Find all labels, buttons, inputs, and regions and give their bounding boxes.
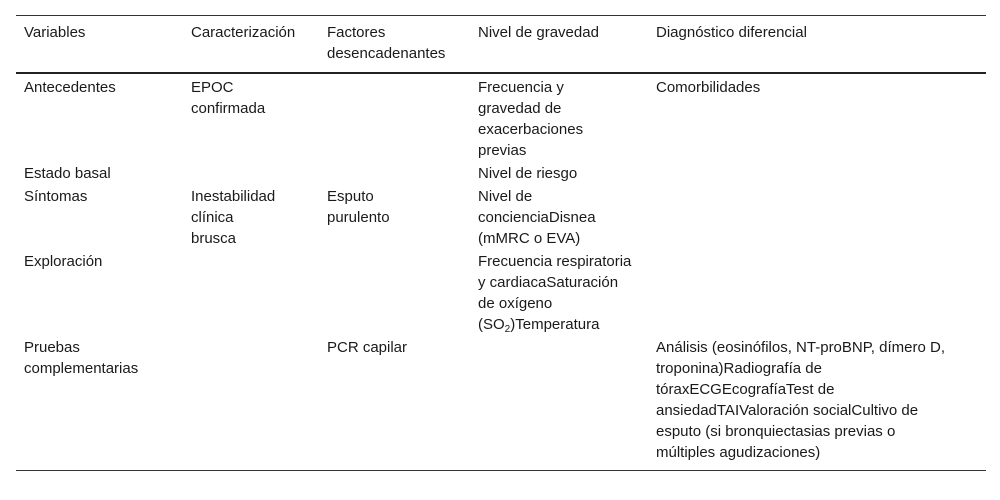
cell-caracterizacion: [183, 161, 319, 184]
cell-variable: Síntomas: [24, 188, 88, 205]
cell-factores: Esputo purulento: [327, 188, 390, 226]
table-row: [16, 335, 986, 471]
cell-factores: [319, 249, 470, 335]
header-diagnostico: Diagnóstico diferencial: [656, 24, 807, 41]
header-factores: Factores desencadenantes: [327, 24, 446, 62]
table-row: [16, 73, 986, 161]
cell-diagnostico: [648, 184, 986, 249]
cell-variable: Estado basal: [24, 165, 111, 182]
cell-caracterizacion: EPOC confirmada: [191, 79, 266, 117]
cell-factores: [319, 73, 470, 161]
subscript-2: 2: [504, 324, 511, 335]
cell-variable: Pruebas complementarias: [24, 339, 139, 377]
header-row: [16, 16, 986, 74]
table-header: [16, 16, 986, 74]
header-variables: Variables: [24, 24, 86, 41]
cell-diagnostico: [648, 249, 986, 335]
cell-caracterizacion: [183, 335, 319, 471]
clinical-variables-table: [16, 15, 986, 471]
cell-caracterizacion: Inestabilidad clínica brusca: [191, 188, 276, 247]
cell-variable: Exploración: [24, 253, 103, 270]
table-body: [16, 73, 986, 471]
header-gravedad: Nivel de gravedad: [478, 24, 599, 41]
table-row: [16, 249, 986, 335]
cell-diagnostico: Comorbilidades: [656, 79, 761, 96]
cell-factores: PCR capilar: [327, 339, 408, 356]
cell-gravedad: Nivel de riesgo: [478, 165, 578, 182]
cell-gravedad: [470, 335, 648, 471]
cell-diagnostico: Análisis (eosinófilos, NT-proBNP, dímero D, troponina)Radiografía de tóraxECGEcografíaTest de ansiedadTAIValoración socialCultivo de esputo (si bronquiectasias previas o múltiples agudizaciones): [656, 339, 945, 461]
cell-caracterizacion: [183, 249, 319, 335]
cell-gravedad: Frecuencia y gravedad de exacerbaciones previas: [478, 79, 584, 159]
cell-gravedad: Nivel de concienciaDisnea (mMRC o EVA): [478, 188, 596, 247]
cell-gravedad: [470, 249, 648, 335]
table-row: [16, 161, 986, 184]
table-container: [16, 15, 986, 471]
gravedad-text-end: )Temperatura: [510, 316, 600, 333]
cell-diagnostico: [648, 161, 986, 184]
cell-factores: [319, 161, 470, 184]
table-row: [16, 184, 986, 249]
cell-variable: Antecedentes: [24, 79, 116, 96]
header-caracterizacion: Caracterización: [191, 24, 296, 41]
gravedad-text: Frecuencia respiratoria y cardiacaSaturación de oxígeno (SO: [478, 253, 632, 333]
